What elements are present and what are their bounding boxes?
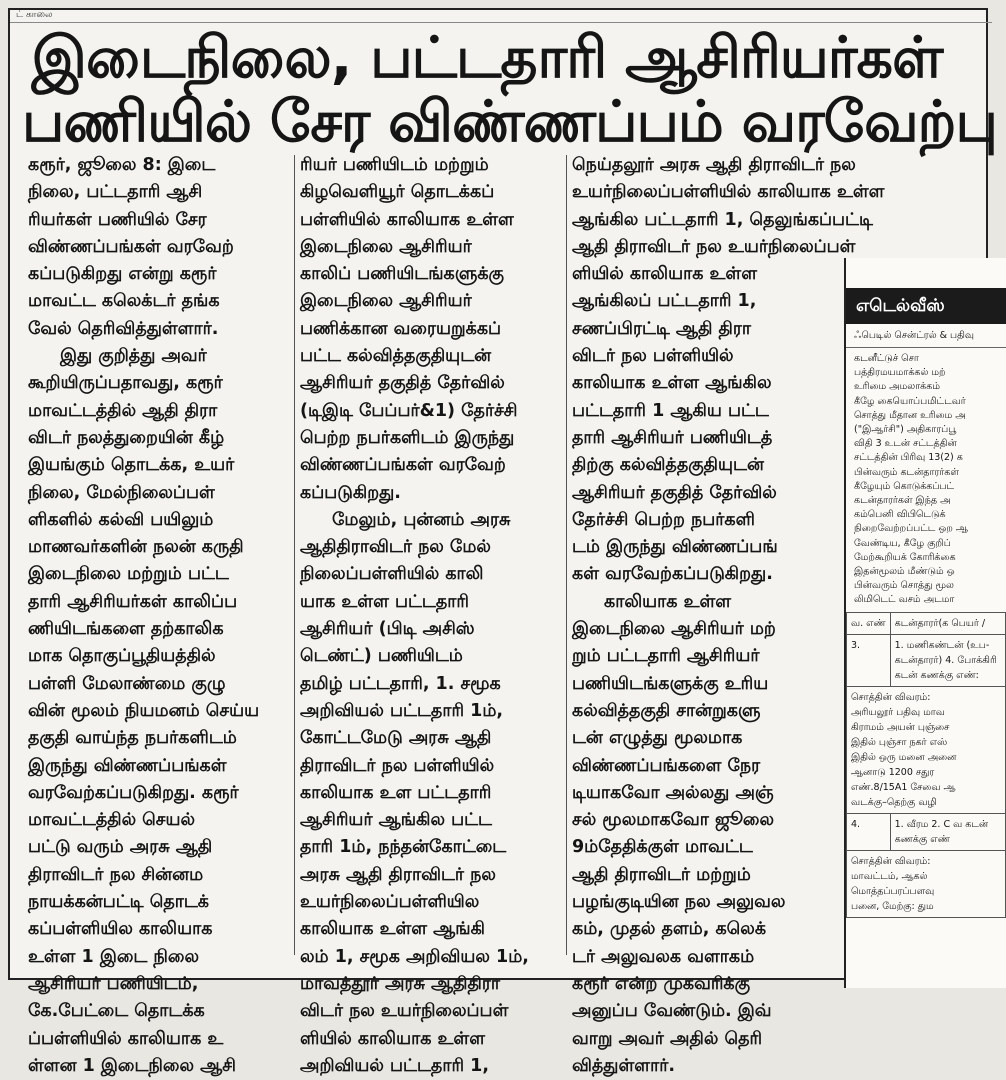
text-line: கம், முதல் தளம், கலெக் — [572, 919, 767, 940]
text-line: ணியிடங்களை தற்காலிக — [28, 619, 224, 640]
text-line: நாயக்கன்பட்டி தொடக் — [28, 892, 209, 913]
text-line: ப்பள்ளியில் காலியாக உ — [28, 1028, 224, 1049]
text-line: அரசு ஆதி திராவிடர் நல — [300, 864, 496, 885]
advert-line: இதன்மூலம் மீண்டும் ஒ — [854, 566, 955, 578]
text-line: இது குறித்து அவர் — [60, 346, 207, 367]
text-line: பட்ட கல்வித்தகுதியுடன் — [300, 346, 492, 367]
text-line: பழங்குடியின நல அலுவல — [572, 892, 786, 913]
advert-line: ஆனாடு 1200 சதுர — [851, 766, 935, 778]
advert-line: உரிமை அமலாக்கம் — [854, 381, 940, 393]
text-line: தாரி ஆசிரியர் பணியிடத் — [572, 427, 773, 448]
column-divider — [294, 155, 295, 955]
headline — [22, 25, 997, 155]
text-line: டர் அலுவலக வளாகம் — [572, 946, 755, 967]
text-line: கப்படுகிறது. — [300, 482, 401, 503]
text-line: தமிழ் பட்டதாரி, 1. சமூக — [300, 673, 501, 694]
advert-line: நிறைவேற்றப்பட்ட ஒற ஆ — [854, 523, 968, 535]
text-line: காலியாக உள்ள ஆங்கி — [300, 919, 485, 940]
text-line: அனுப்ப வேண்டும். இவ் — [572, 1001, 772, 1022]
text-line: இடைநிலை ஆசிரியர் மற் — [572, 619, 776, 640]
table-cell: 4. — [847, 813, 891, 850]
adjacent-advertisement — [844, 258, 1006, 988]
advert-body — [846, 348, 1006, 612]
article-column-1 — [28, 152, 290, 1080]
text-line: வரவேற்கப்படுகிறது. கரூர் — [28, 782, 239, 803]
text-line: நிலைப்பள்ளியில் காலி — [300, 564, 484, 585]
advert-line: சொத்தின் விவரம்: — [851, 855, 931, 867]
text-line: ஆசிரியர் பணியிடம், — [28, 973, 199, 994]
text-line: கப்படுகிறது என்று கரூர் — [28, 264, 217, 285]
text-line: ளியில் காலியாக உள்ள — [572, 264, 757, 285]
text-line: விடர் நலத்துறையின் கீழ் — [28, 427, 225, 448]
text-line: பணியிடங்களுக்கு உரிய — [572, 673, 769, 694]
text-line: கூறியிருப்பதாவது, கரூர் — [28, 373, 223, 394]
text-line: மாவட்டத்தில் செயல் — [28, 810, 196, 831]
text-line: நெய்தலூர் அரசு ஆதி திராவிடர் நல — [572, 155, 856, 175]
text-line: விண்ணப்பங்கள் வரவேற் — [28, 236, 234, 257]
text-line: ஆதிதிராவிடர் நல மேல் — [300, 537, 491, 558]
advert-line: மேற்கூறியக் கோரிக்கை — [854, 551, 956, 563]
text-line: ஆசிரியர் ஆங்கில பட்ட — [300, 810, 492, 831]
text-line: லம் 1, சமூக அறிவியல 1ம், — [300, 946, 529, 967]
text-line: டம் இருந்து விண்ணப்பங் — [572, 537, 778, 558]
text-line: தேர்ச்சி பெற்ற நபர்களி — [572, 509, 755, 530]
text-line: ரியர் பணியிடம் மற்றும் — [300, 155, 489, 175]
advert-line: விதி 3 உடன் சட்டத்தின் — [854, 438, 957, 450]
advert-line: கம்பெனி விபிடெடுக் — [854, 509, 946, 521]
advert-line: இதில் ஒரு மனை அனை — [851, 751, 957, 763]
advert-line: ("இஆர்சி") அதிகாரப்பூ — [854, 424, 957, 436]
text-line: கல்வித்தகுதி சான்றுகளு — [572, 700, 761, 721]
text-line: கரூர் என்ற முகவரிக்கு — [572, 973, 751, 994]
advert-line: பின்வரும் கடன்தாரர்கள் — [854, 466, 959, 478]
advert-line: மாவட்டம், ஆகல் — [851, 870, 928, 882]
text-line: பெற்ற நபர்களிடம் இருந்து — [300, 427, 515, 448]
text-line: கே.பேட்டை தொடக்க — [28, 1001, 205, 1022]
table-header-cell: வ. எண் — [847, 612, 891, 634]
table-cell: 1. வீரம 2. C வ கடன் கணக்கு எண் — [890, 813, 1005, 850]
text-line: கிழவெளியூர் தொடக்கப் — [300, 182, 495, 203]
text-line: மாவத்தூர் அரசு ஆதிதிரா — [300, 973, 501, 994]
text-line: பட்டதாரி 1 ஆகிய பட்ட — [572, 400, 769, 421]
advert-line: பின்வரும் சொத்து மூல — [854, 580, 954, 592]
text-line: இடைநிலை ஆசிரியர் — [300, 291, 472, 312]
text-line: றும் பட்டதாரி ஆசிரியர் — [572, 646, 760, 667]
text-line: விடர் நல உயர்நிலைப்பள் — [300, 1001, 509, 1022]
advert-title: எடெல்வீஸ் — [846, 288, 1006, 324]
top-strip: ட் காலை — [10, 10, 992, 23]
advert-line: கீழேயும் கொடுக்கப்பட் — [854, 480, 955, 492]
text-line: ளியில் காலியாக உள்ள — [300, 1028, 485, 1049]
text-line: உயர்நிலைப்பள்ளியில் காலியாக உள்ள — [572, 182, 885, 203]
advert-table — [846, 612, 1006, 918]
text-line: (டிஇடி பேப்பர்&1) தேர்ச்சி — [300, 400, 518, 421]
text-line: மேலும், புன்னம் அரசு — [332, 509, 511, 530]
advert-line: பனை, மேற்கு: தும — [851, 900, 934, 912]
newspaper-clipping — [8, 8, 997, 1076]
article-column-2 — [300, 152, 562, 1080]
text-line: வேல் தெரிவித்துள்ளார். — [28, 318, 219, 339]
text-line: கள் வரவேற்கப்படுகிறது. — [572, 564, 773, 585]
advert-line: பத்திரமயமாக்கல் மற் — [854, 367, 946, 379]
text-line: காலிப் பணியிடங்களுக்கு — [300, 264, 504, 285]
advert-line: கடன்தாரர்கள் இந்த அ — [854, 495, 951, 507]
text-line: சணப்பிரட்டி ஆதி திரா — [572, 318, 752, 339]
text-line: பள்ளியில் காலியாக உள்ள — [300, 209, 514, 230]
text-line: டெண்ட்) பணியிடம் — [300, 646, 463, 667]
text-line: காலியாக உள பட்டதாரி — [300, 782, 492, 803]
text-line: தகுதி வாய்ந்த நபர்களிடம் — [28, 728, 237, 749]
text-line: வாறு அவர் அதில் தெரி — [572, 1028, 763, 1049]
text-line: டியாகவோ அல்லது அஞ் — [572, 782, 774, 803]
advert-line: எண்.8/15A1 சேவை ஆ — [851, 781, 956, 793]
text-line: ரியர்கள் பணியில் சேர — [28, 209, 207, 230]
text-line: விடர் நல பள்ளியில் — [572, 346, 734, 367]
text-line: அறிவியல் பட்டதாரி 1ம், — [300, 700, 504, 721]
advert-line: சொத்தின் விவரம்: — [851, 691, 931, 703]
text-line: இடைநிலை ஆசிரியர் — [300, 236, 472, 257]
text-line: தாரி 1ம், நந்தன்கோட்டை — [300, 837, 507, 858]
text-line: சல் மூலமாகவோ ஜூலை — [572, 810, 774, 831]
text-line: ளிகளில் கல்வி பயிலும் — [28, 509, 214, 530]
advert-line: சொத்து மீதான உரிமை அ — [854, 409, 966, 421]
text-line: மாக தொகுப்பூதியத்தில் — [28, 646, 216, 667]
table-cell: 1. மணிகண்டன் (உப-கடன்தாரர்) 4. போக்கிரி கடன் கணக்கு எண்: — [890, 634, 1005, 686]
text-line: கரூர், ஜூலை 8: இடை — [28, 155, 216, 175]
text-line: கோட்டமேடு அரசு ஆதி — [300, 728, 492, 749]
text-line: ஆசிரியர் (பிடி அசிஸ் — [300, 619, 475, 640]
text-line: ஆதி திராவிடர் மற்றும் — [572, 864, 751, 885]
text-line: ஆசிரியர் தகுதித் தேர்வில் — [300, 373, 505, 394]
advert-line: மொத்தப்பரப்பளவு — [851, 885, 935, 897]
advert-line: அரியலூர் பதிவு மாவ — [851, 706, 945, 718]
text-line: இருந்து விண்ணப்பங்கள் — [28, 755, 227, 776]
text-line: நிலை, மேல்நிலைப்பள் — [28, 482, 215, 503]
advert-line: கிராமம் அயன் புஞ்சை — [851, 721, 950, 733]
asset-description — [847, 850, 1006, 917]
text-line: பணிக்கான வரையறுக்கப் — [300, 318, 502, 339]
text-line: ஆங்கிலப் பட்டதாரி 1, — [572, 291, 757, 312]
column-divider — [566, 155, 567, 955]
text-line: மாணவர்களின் நலன் கருதி — [28, 537, 244, 558]
text-line: காலியாக உள்ள — [604, 591, 732, 612]
text-line: டன் எழுத்து மூலமாக — [572, 728, 743, 749]
text-line: காலியாக உள்ள ஆங்கில — [572, 373, 772, 394]
text-line: விண்ணப்பங்கள் வரவேற் — [300, 455, 506, 476]
text-line: பட்டு வரும் அரசு ஆதி — [28, 837, 213, 858]
text-line: வின் மூலம் நியமனம் செய்ய — [28, 700, 260, 721]
text-line: இயங்கும் தொடக்க, உயர் — [28, 455, 235, 476]
text-line: ஆசிரியர் தகுதித் தேர்வில் — [572, 482, 777, 503]
table-header-cell: கடன்தாரர்(க பெயர் / — [890, 612, 1005, 634]
text-line: விண்ணப்பங்களை நேர — [572, 755, 761, 776]
headline-line-1: இடைநிலை, பட்டதாரி ஆசிரியர்கள் — [31, 25, 943, 91]
text-line: வித்துள்ளார். — [572, 1055, 676, 1076]
text-line: திராவிடர் நல சின்னம — [28, 864, 204, 885]
headline-line-2: பணியில் சேர விண்ணப்பம் வரவேற்பு — [22, 89, 997, 155]
advert-line: வடக்கு–தெற்கு வழி — [851, 796, 937, 808]
text-line: நிலை, பட்டதாரி ஆசி — [28, 182, 203, 203]
advert-line: இதில் புஞ்சா நகர் எஸ் — [851, 736, 948, 748]
advert-line: கீழே கையொப்பமிட்டவர் — [854, 395, 966, 407]
advert-line: லிமிடெட் வசம் அடமா — [854, 594, 955, 606]
text-line: உள்ள 1 இடை நிலை — [28, 946, 200, 967]
advert-line: சட்டத்தின் பிரிவு 13(2) க — [854, 452, 963, 464]
table-cell: 3. — [847, 634, 891, 686]
advert-line: கடனீட்டுச் சொ — [854, 353, 919, 364]
asset-description — [847, 686, 1006, 813]
text-line: உயர்நிலைப்பள்ளியில — [300, 892, 480, 913]
advert-subtitle: ஃபெடில் சென்ட்ரல் & பதிவு — [846, 324, 1006, 348]
text-line: ள்ளன 1 இடைநிலை ஆசி — [28, 1055, 236, 1076]
text-line: 9ம்தேதிக்குள் மாவட்ட — [572, 837, 753, 858]
text-line: திற்கு கல்வித்தகுதியுடன் — [572, 455, 764, 476]
text-line: மாவட்டத்தில் ஆதி திரா — [28, 400, 218, 421]
text-line: ஆதி திராவிடர் நல உயர்நிலைப்பள் — [572, 236, 856, 257]
text-line: இடைநிலை மற்றும் பட்ட — [28, 564, 229, 585]
text-line: மாவட்ட கலெக்டர் தங்க — [28, 291, 220, 312]
advert-line: வேண்டிய, கீழே குறிப் — [854, 537, 951, 549]
text-line: தாரி ஆசிரியர்கள் காலிப்ப — [28, 591, 238, 612]
text-line: திராவிடர் நல பள்ளியில் — [300, 755, 495, 776]
text-line: கப்பள்ளியில காலியாக — [28, 919, 213, 940]
text-line: பள்ளி மேலாண்மை குழு — [28, 673, 226, 694]
text-line: அறிவியல் பட்டதாரி 1, — [300, 1055, 489, 1076]
text-line: ஆங்கில பட்டதாரி 1, தெலுங்கப்பட்டி — [572, 209, 873, 230]
text-line: யாக உள்ள பட்டதாரி — [300, 591, 470, 612]
